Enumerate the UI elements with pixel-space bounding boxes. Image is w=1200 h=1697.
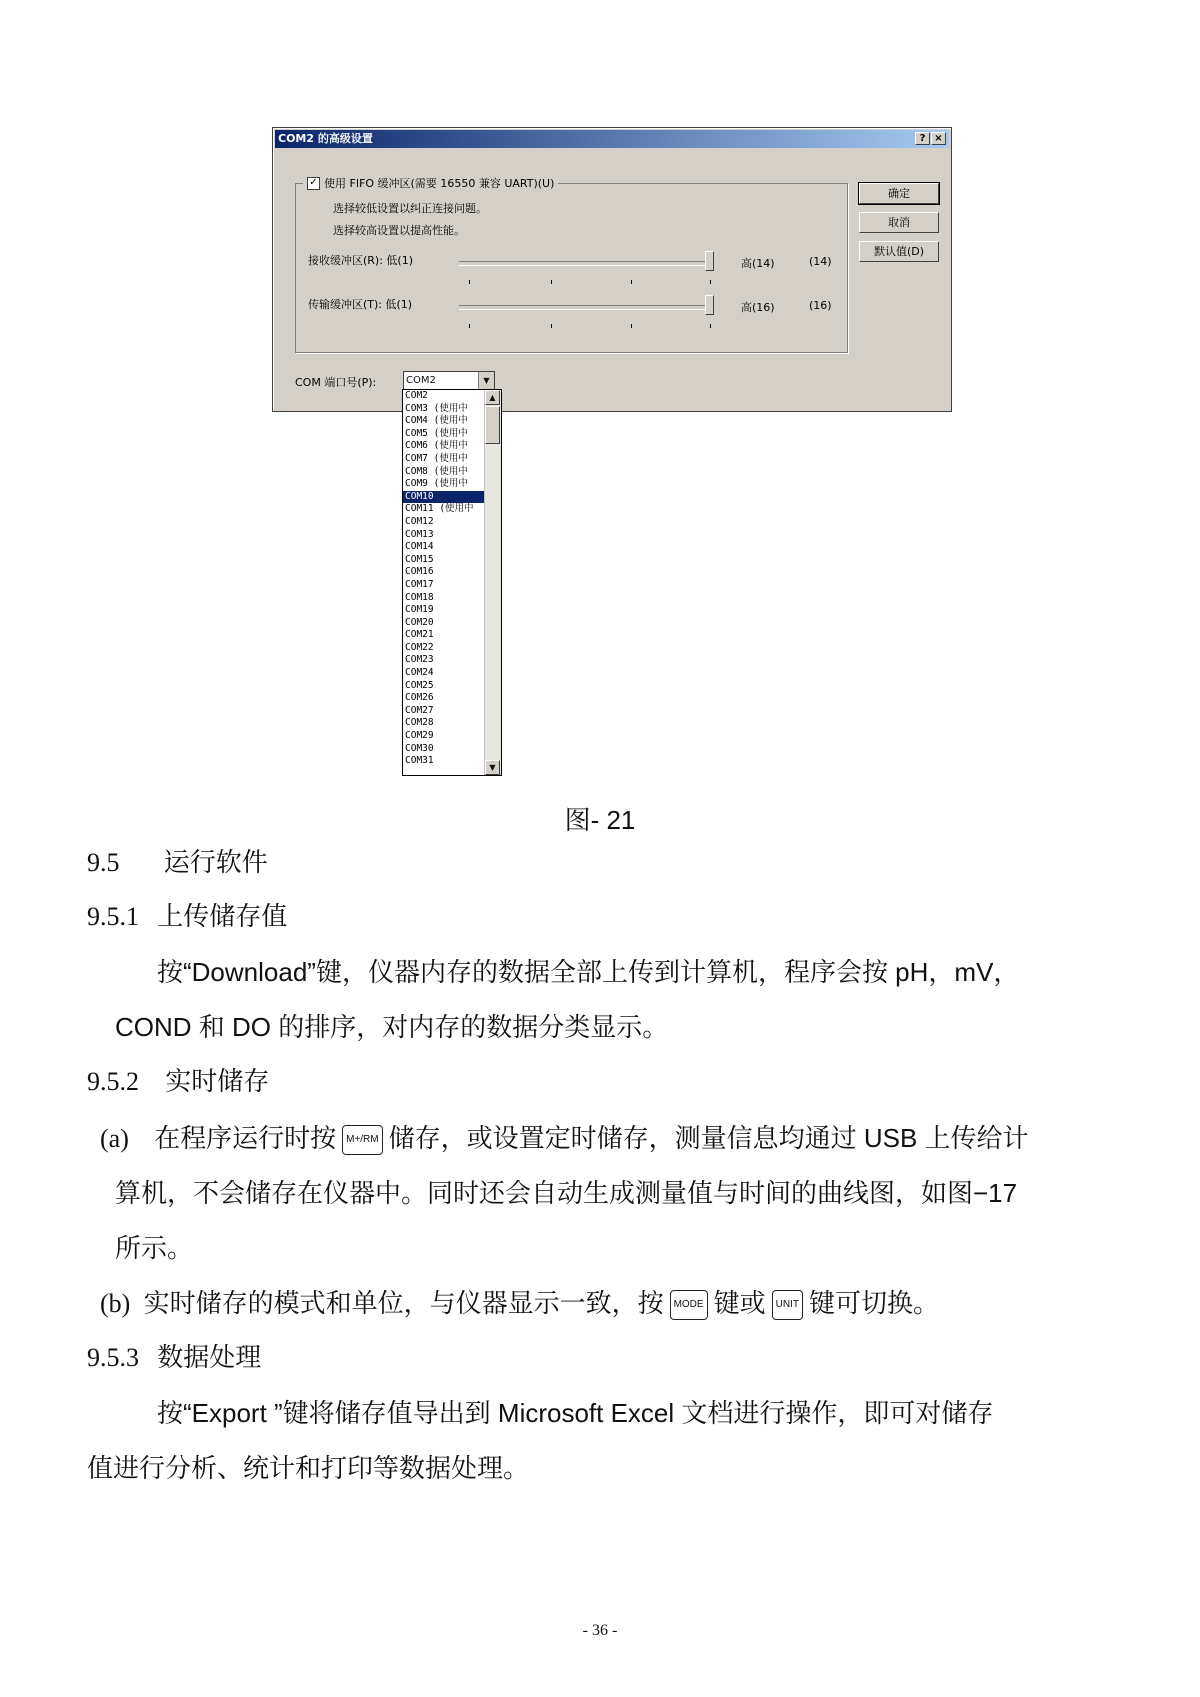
port-list-item[interactable]: COM27 <box>405 704 434 716</box>
port-list-item[interactable]: COM10 <box>403 491 501 504</box>
unit-key-icon: UNIT <box>772 1290 803 1320</box>
tx-value: (16) <box>809 299 832 312</box>
port-combobox[interactable] <box>403 371 495 390</box>
port-list-item[interactable]: COM16 <box>405 566 434 578</box>
item-b-text: 实时储存的模式和单位，与仪器显示一致，按 <box>143 1288 664 1318</box>
port-list-item[interactable]: COM25 <box>405 679 434 691</box>
hint-high: 选择较高设置以提高性能。 <box>333 224 465 237</box>
item-b-label: (b) <box>100 1289 131 1318</box>
port-list-item[interactable]: COM5 (使用中 <box>405 427 468 439</box>
mrm-key-icon: M+/RM <box>342 1125 383 1155</box>
subsection-number: 9.5.2 <box>87 1067 139 1096</box>
item-a-line2: 算机，不会储存在仪器中。同时还会自动生成测量值与时间的曲线图，如图−17 <box>115 1178 1018 1208</box>
item-b-text: 键可切换。 <box>808 1288 939 1318</box>
tx-tick <box>551 324 552 328</box>
port-list-item[interactable]: COM15 <box>405 553 434 565</box>
port-list-item[interactable]: COM24 <box>405 667 434 679</box>
subsection-951-heading <box>87 902 287 932</box>
item-a-label: (a) <box>100 1124 129 1153</box>
cancel-button[interactable]: 取消 <box>859 212 939 233</box>
port-dropdown-list[interactable] <box>402 389 502 776</box>
paragraph-line: 按“Export ”键将储存值导出到 Microsoft Excel 文档进行操作，即可对储存 <box>157 1398 994 1428</box>
paragraph-line: 值进行分析、统计和打印等数据处理。 <box>87 1453 530 1483</box>
scroll-up-icon[interactable]: ▲ <box>485 390 500 405</box>
subsection-number: 9.5.3 <box>87 1343 139 1372</box>
tx-tick <box>631 324 632 328</box>
section-heading <box>87 848 268 878</box>
port-list-item[interactable]: COM26 <box>405 692 434 704</box>
subsection-title: 上传储存值 <box>157 902 288 932</box>
item-a-line3: 所示。 <box>115 1233 194 1263</box>
rx-high-label: 高(14) <box>741 257 775 270</box>
tx-tick <box>710 324 711 328</box>
port-list-item[interactable]: COM4 (使用中 <box>405 415 468 427</box>
subsection-number: 9.5.1 <box>87 902 139 931</box>
subsection-title: 数据处理 <box>157 1343 262 1373</box>
fifo-label: 使用 FIFO 缓冲区(需要 16550 兼容 UART)(U) <box>324 177 555 190</box>
rx-slider-track[interactable] <box>459 261 709 266</box>
subsection-title: 实时储存 <box>165 1067 270 1097</box>
port-list-item[interactable]: COM12 <box>405 515 434 527</box>
dialog-title: COM2 的高级设置 <box>278 132 373 145</box>
rx-label: 接收缓冲区(R): 低(1) <box>308 254 414 267</box>
port-list-item[interactable]: COM17 <box>405 578 434 590</box>
item-b-text: 键或 <box>713 1288 766 1318</box>
dropdown-scrollbar[interactable] <box>484 390 501 775</box>
tx-label: 传输缓冲区(T): 低(1) <box>308 298 413 311</box>
scroll-down-icon[interactable]: ▼ <box>485 760 500 775</box>
port-list-item[interactable]: COM19 <box>405 604 434 616</box>
rx-tick <box>469 280 470 284</box>
port-list-item[interactable]: COM2 <box>405 390 428 401</box>
rx-tick <box>710 280 711 284</box>
port-list-item[interactable]: COM20 <box>405 616 434 628</box>
port-list-item[interactable]: COM7 (使用中 <box>405 452 468 464</box>
defaults-button[interactable]: 默认值(D) <box>859 241 939 262</box>
port-value: COM2 <box>406 375 436 386</box>
fifo-legend <box>303 175 558 191</box>
section-number: 9.5 <box>87 848 120 877</box>
subsection-952-heading <box>87 1067 269 1097</box>
port-list-item[interactable]: COM13 <box>405 528 434 540</box>
port-list-item[interactable]: COM28 <box>405 717 434 729</box>
rx-tick <box>631 280 632 284</box>
tx-slider-thumb[interactable] <box>705 295 714 315</box>
paragraph-line: COND 和 DO 的排序，对内存的数据分类显示。 <box>115 1012 669 1042</box>
help-icon[interactable]: ? <box>915 132 930 145</box>
close-icon[interactable]: × <box>931 132 946 145</box>
hint-low: 选择较低设置以纠正连接问题。 <box>333 202 487 215</box>
figure-caption: 图- 21 <box>564 805 636 835</box>
port-list-item[interactable]: COM3 (使用中 <box>405 402 468 414</box>
dialog-titlebar <box>275 130 949 148</box>
ok-button[interactable]: 确定 <box>859 183 939 204</box>
port-list-item[interactable]: COM29 <box>405 730 434 742</box>
port-list-item[interactable]: COM8 (使用中 <box>405 465 468 477</box>
port-list-item[interactable]: COM23 <box>405 654 434 666</box>
rx-slider-thumb[interactable] <box>705 251 714 271</box>
advanced-settings-dialog <box>272 127 952 412</box>
port-list-item[interactable]: COM14 <box>405 541 434 553</box>
item-a-line1 <box>100 1123 1029 1155</box>
port-list-item[interactable]: COM11 (使用中 <box>405 503 474 515</box>
item-a-text: 在程序运行时按 <box>154 1123 337 1153</box>
port-label: COM 端口号(P): <box>295 376 377 389</box>
chevron-down-icon[interactable]: ▼ <box>478 372 494 389</box>
rx-tick <box>551 280 552 284</box>
tx-high-label: 高(16) <box>741 301 775 314</box>
subsection-953-heading <box>87 1343 261 1373</box>
mode-key-icon: MODE <box>670 1290 708 1320</box>
port-list-item[interactable]: COM30 <box>405 742 434 754</box>
port-list-item[interactable]: COM18 <box>405 591 434 603</box>
rx-value: (14) <box>809 255 832 268</box>
section-title: 运行软件 <box>163 848 268 878</box>
item-b-line <box>100 1288 939 1320</box>
tx-slider-track[interactable] <box>459 305 709 310</box>
port-list-item[interactable]: COM9 (使用中 <box>405 478 468 490</box>
port-list-item[interactable]: COM22 <box>405 641 434 653</box>
port-list-item[interactable]: COM6 (使用中 <box>405 440 468 452</box>
tx-tick <box>469 324 470 328</box>
scroll-thumb[interactable] <box>485 406 500 444</box>
paragraph-line: 按“Download”键，仪器内存的数据全部上传到计算机，程序会按 pH，mV， <box>157 957 1020 987</box>
item-a-text: 储存，或设置定时储存，测量信息均通过 USB 上传给计 <box>388 1123 1029 1153</box>
port-list-item[interactable]: COM31 <box>405 755 434 767</box>
port-list-item[interactable]: COM21 <box>405 629 434 641</box>
fifo-checkbox[interactable]: ✓ <box>307 177 320 190</box>
page-number: - 36 - <box>582 1622 618 1639</box>
